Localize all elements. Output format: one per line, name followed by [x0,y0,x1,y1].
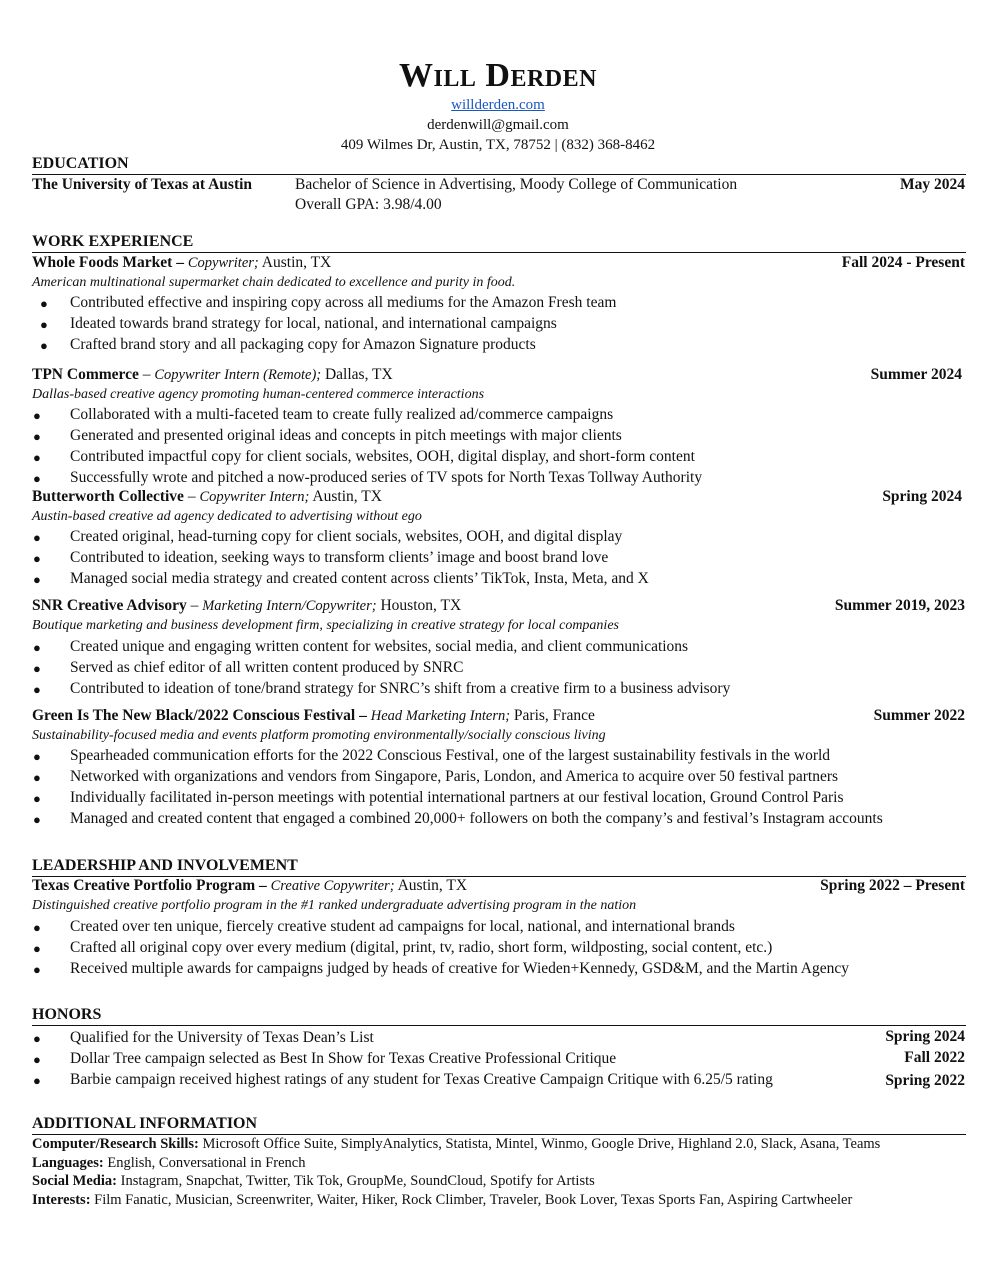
bullet-icon: ● [33,471,41,486]
honors-rule [32,1025,966,1026]
job-date: Fall 2024 - Present [841,254,965,271]
education-heading: EDUCATION [32,155,129,172]
honors-heading: HONORS [32,1006,102,1023]
job-description: Sustainability-focused media and events platform promoting environmentally/socially conscious living [32,728,606,743]
additional-value: English, Conversational in French [107,1155,306,1171]
honor-date: Fall 2022 [904,1049,965,1066]
job-description: Austin-based creative ad agency dedicated to advertising without ego [32,509,422,524]
honor-date: Spring 2022 [885,1072,965,1089]
job-date: Summer 2024 [870,366,962,383]
leadership-bullet: Created over ten unique, fiercely creative student ad campaigns for local, national, and international brands [70,918,735,935]
job-location: Dallas, TX [324,366,393,383]
job-bullet: Created unique and engaging written content for websites, social media, and client communications [70,638,689,655]
job-bullet: Created original, head-turning copy for client socials, websites, OOH, and digital display [70,528,623,545]
job-role: Copywriter Intern; [199,489,310,505]
bullet-icon: ● [33,812,41,827]
bullet-icon: ● [33,551,41,566]
bullet-icon: ● [33,572,41,587]
job-location: Austin, TX [261,254,332,271]
bullet-icon: ● [33,450,41,465]
leadership-description: Distinguished creative portfolio program in the #1 ranked undergraduate advertising program in the nation [32,898,637,913]
additional-label: Languages: [32,1155,104,1171]
honor-date: Spring 2024 [885,1028,965,1045]
job-role: Marketing Intern/Copywriter; [202,598,377,614]
email-text: derdenwill@gmail.com [427,117,569,133]
additional-heading: ADDITIONAL INFORMATION [32,1115,258,1132]
job-bullet: Generated and presented original ideas and concepts in pitch meetings with major clients [70,427,622,444]
additional-label: Social Media: [32,1173,117,1189]
job-title-line [32,597,461,615]
additional-line [32,1173,595,1190]
job-bullet: Crafted brand story and all packaging copy for Amazon Signature products [70,336,536,353]
job-description: Dallas-based creative agency promoting human-centered commerce interactions [32,387,485,402]
job-bullet: Ideated towards brand strategy for local, national, and international campaigns [70,315,557,332]
additional-line [32,1136,880,1153]
education-date: May 2024 [899,176,965,193]
bullet-icon: ● [33,408,41,423]
website-row [0,97,996,114]
additional-line [32,1155,305,1172]
bullet-icon: ● [40,317,48,332]
leadership-date: Spring 2022 – Present [820,877,965,894]
work-rule [32,252,966,253]
job-title-line [32,254,331,272]
job-bullet: Contributed to ideation, seeking ways to transform clients’ image and boost brand love [70,549,609,566]
additional-value: Instagram, Snapchat, Twitter, Tik Tok, GroupMe, SoundCloud, Spotify for Artists [120,1173,595,1189]
job-location: Austin, TX [312,488,382,505]
job-bullet: Managed social media strategy and created content across clients’ TikTok, Insta, Meta, and X [70,570,649,587]
job-date: Summer 2019, 2023 [834,597,965,614]
job-role: Copywriter; [187,255,259,271]
job-bullet: Contributed impactful copy for client socials, websites, OOH, digital display, and short-form content [70,448,695,465]
bullet-icon: ● [33,682,41,697]
job-title-line [32,366,393,384]
bullet-icon: ● [33,791,41,806]
website-link[interactable]: willderden.com [451,97,545,113]
candidate-name: Will Derden [399,57,597,94]
education-rule [32,174,966,175]
job-bullet: Individually facilitated in-person meetings with potential international partners at our festival location, Ground Control Paris [70,789,844,806]
job-date: Spring 2024 [882,488,962,505]
job-separator: – [187,488,196,505]
job-bullet: Collaborated with a multi-faceted team to create fully realized ad/commerce campaigns [70,406,614,423]
job-title-line [32,707,595,725]
honor-text: Qualified for the University of Texas Dean’s List [70,1029,374,1046]
additional-line [32,1192,852,1209]
job-bullet: Networked with organizations and vendors from Singapore, Paris, London, and America to acquire over 50 festival partners [70,768,839,785]
work-heading: WORK EXPERIENCE [32,233,194,250]
job-separator: – [190,597,199,614]
leadership-bullet: Crafted all original copy over every medium (digital, print, tv, radio, short form, wildposting, social content, etc.) [70,939,773,956]
leadership-title-line [32,877,467,895]
education-degree: Bachelor of Science in Advertising, Moody College of Communication [295,176,738,193]
job-bullet: Spearheaded communication efforts for the 2022 Conscious Festival, one of the largest sustainability festivals in the world [70,747,831,764]
job-bullet: Contributed effective and inspiring copy across all mediums for the Amazon Fresh team [70,294,617,311]
additional-label: Computer/Research Skills: [32,1136,199,1152]
education-gpa: Overall GPA: 3.98/4.00 [295,196,442,213]
bullet-icon: ● [33,1052,41,1067]
bullet-icon: ● [40,338,48,353]
bullet-icon: ● [33,962,41,977]
job-date: Summer 2022 [873,707,965,724]
job-bullet: Served as chief editor of all written content produced by SNRC [70,659,464,676]
bullet-icon: ● [33,661,41,676]
bullet-icon: ● [33,1073,41,1088]
address-phone-text: 409 Wilmes Dr, Austin, TX, 78752 | (832) 368-8462 [340,137,656,153]
bullet-icon: ● [33,429,41,444]
bullet-icon: ● [40,296,48,311]
leadership-bullet: Received multiple awards for campaigns judged by heads of creative for Wieden+Kennedy, GSD&M, and the Martin Agency [70,960,850,977]
job-company: Butterworth Collective [32,488,184,505]
honor-text: Dollar Tree campaign selected as Best In Show for Texas Creative Professional Critique [70,1050,617,1067]
job-location: Houston, TX [380,597,462,614]
additional-rule [32,1134,966,1135]
job-role: Head Marketing Intern; [370,708,511,724]
job-role: Copywriter Intern (Remote); [154,367,322,383]
job-company: TPN Commerce [32,366,139,383]
bullet-icon: ● [33,530,41,545]
job-company: Green Is The New Black/2022 Conscious Festival – [32,707,367,724]
additional-value: Film Fanatic, Musician, Screenwriter, Waiter, Hiker, Rock Climber, Traveler, Book Lover, Texas Sports Fan, Aspiring Cartwheeler [94,1192,853,1208]
job-separator: – [142,366,151,383]
additional-label: Interests: [32,1192,91,1208]
bullet-icon: ● [33,920,41,935]
leadership-org: Texas Creative Portfolio Program – [32,877,267,894]
leadership-location: Austin, TX [397,877,468,894]
honor-text: Barbie campaign received highest ratings of any student for Texas Creative Campaign Critique with 6.25/5 rating [70,1071,773,1088]
job-description: American multinational supermarket chain dedicated to excellence and purity in food. [32,275,516,290]
job-description: Boutique marketing and business development firm, specializing in creative strategy for local companies [32,618,619,633]
job-bullet: Contributed to ideation of tone/brand strategy for SNRC’s shift from a creative firm to a business advisory [70,680,731,697]
education-school: The University of Texas at Austin [32,176,253,193]
bullet-icon: ● [33,749,41,764]
job-bullet: Managed and created content that engaged a combined 20,000+ followers on both the company’s and festival’s Instagram accounts [70,810,883,827]
job-company: SNR Creative Advisory [32,597,187,614]
leadership-role: Creative Copywriter; [270,878,395,894]
job-bullet: Successfully wrote and pitched a now-produced series of TV spots for North Texas Tollway Authority [70,469,703,486]
leadership-heading: LEADERSHIP AND INVOLVEMENT [32,857,298,874]
job-company: Whole Foods Market – [32,254,184,271]
additional-value: Microsoft Office Suite, SimplyAnalytics, Statista, Mintel, Winmo, Google Drive, Highland 2.0, Slack, Asana, Teams [202,1136,881,1152]
bullet-icon: ● [33,770,41,785]
job-title-line [32,488,382,506]
bullet-icon: ● [33,640,41,655]
bullet-icon: ● [33,1031,41,1046]
job-location: Paris, France [513,707,595,724]
bullet-icon: ● [33,941,41,956]
